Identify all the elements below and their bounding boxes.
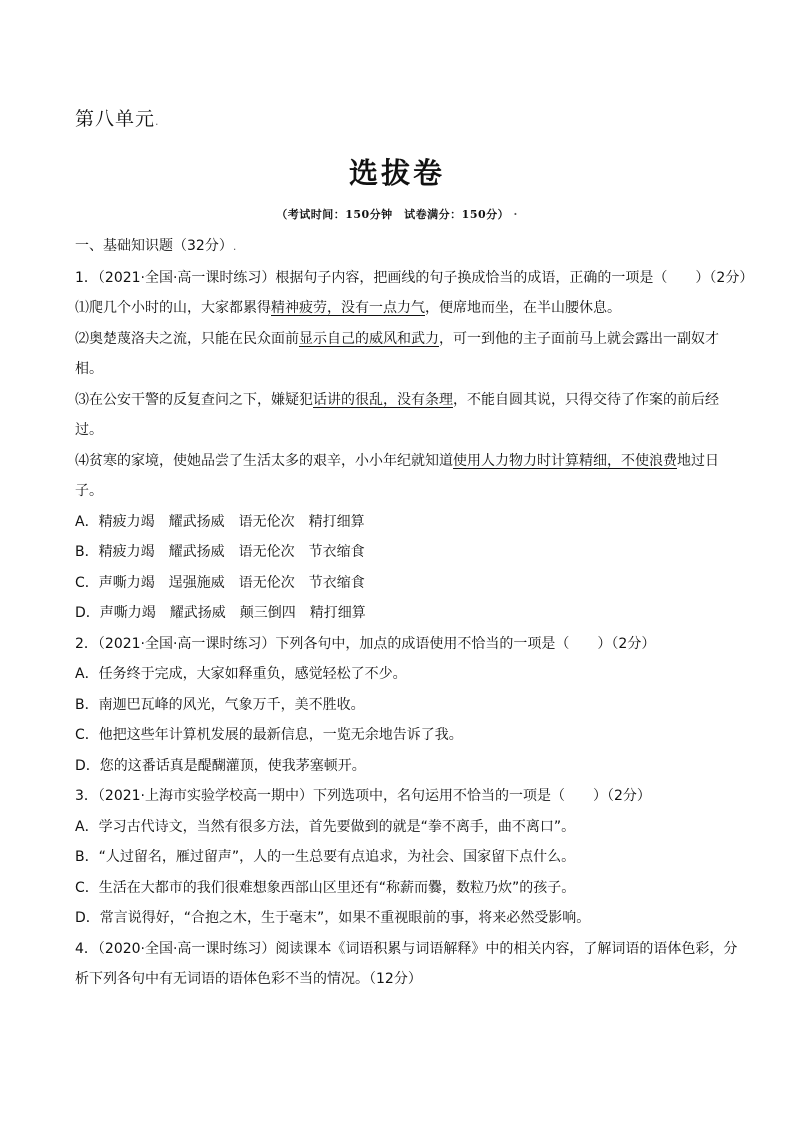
- section-heading: [75, 236, 725, 257]
- sentence-text: ⑵奥楚蔑洛夫之流，只能在民众面前: [75, 330, 299, 347]
- option-letter: A．: [75, 513, 99, 530]
- option-item: 精打细算: [308, 513, 365, 530]
- option-letter: C．: [75, 574, 99, 591]
- question-1-option-a[interactable]: [75, 512, 725, 532]
- question-2-option-d[interactable]: D．您的这番话真是醍醐灌顶，使我茅塞顿开。: [75, 757, 366, 774]
- question-3-option-d[interactable]: D．常言说得好，“合抱之木，生于毫末”，如果不重视眼前的事，将来必然受影响。: [75, 910, 591, 926]
- question-3-option-c[interactable]: C．生活在大都市的我们很难想象西部山区里还有“称薪而爨，数粒乃炊”的孩子。: [75, 879, 576, 896]
- question-1-sentence-2: [75, 329, 725, 349]
- sentence-text: ⑶在公安干警的反复查问之下，嫌疑犯: [75, 391, 313, 408]
- option-item: 语无伦次: [238, 574, 295, 591]
- question-1-sentence-3: [75, 390, 725, 410]
- question-3-stem: 3．（2021·上海市实验学校高一期中）下列选项中，名句运用不恰当的一项是（ ）（2分）: [75, 788, 651, 804]
- option-item: 耀武扬威: [168, 513, 225, 530]
- question-1-option-c[interactable]: [75, 573, 725, 593]
- question-1-sentence-4: [75, 451, 725, 471]
- question-3-option-a[interactable]: A．学习古代诗文，当然有很多方法，首先要做到的就是“拳不离手，曲不离口”。: [75, 818, 576, 835]
- underlined-phrase: 使用人力物力时计算精细，不使浪费: [453, 452, 677, 469]
- sentence-text: ⑴爬几个小时的山，大家都累得: [75, 300, 271, 316]
- exam-info: [0, 206, 794, 222]
- question-1-sentence-4-cont: 子。: [75, 483, 103, 499]
- question-3-option-b[interactable]: B．“人过留名，雁过留声”，人的一生总要有点追求，为社会、国家留下点什么。: [75, 849, 576, 865]
- option-item: 精疲力竭: [98, 544, 155, 560]
- paragraph-mark-icon: ·: [509, 208, 518, 221]
- paragraph-mark-icon: .: [155, 115, 160, 128]
- question-4-stem-cont: 析下列各句中有无词语的语体色彩不当的情况。（12分）: [75, 971, 422, 987]
- option-item: 节衣缩食: [308, 574, 365, 591]
- section-heading-text: 一、基础知识题（32分）: [75, 238, 233, 254]
- question-1-sentence-3-cont: 过。: [75, 422, 103, 438]
- option-item: 耀武扬威: [168, 544, 225, 560]
- option-letter: B．: [75, 544, 99, 560]
- question-2-option-c[interactable]: C．他把这些年计算机发展的最新信息，一览无余地告诉了我。: [75, 727, 463, 743]
- sentence-text: ，便席地而坐，在半山腰休息。: [425, 300, 621, 316]
- question-4-stem: 4．（2020·全国·高一课时练习）阅读课本《词语积累与词语解释》中的相关内容，了解词语的语体色彩，分: [75, 940, 738, 957]
- paragraph-mark-icon: .: [232, 240, 237, 253]
- option-item: 声嘶力竭: [98, 574, 155, 591]
- option-item: 颠三倒四: [239, 605, 296, 621]
- question-2-stem: 2．（2021·全国·高一课时练习）下列各句中，加点的成语使用不恰当的一项是（ ）（2分）: [75, 635, 656, 652]
- unit-title-text: 第八单元: [75, 108, 156, 130]
- unit-title: [75, 104, 160, 131]
- option-item: 声嘶力竭: [99, 605, 156, 621]
- option-item: 逞强施威: [168, 574, 225, 591]
- question-1-sentence-1: [75, 298, 725, 318]
- underlined-phrase: 显示自己的威风和武力: [299, 330, 439, 347]
- option-letter: D．: [75, 605, 100, 621]
- exam-info-text: （考试时间：150分钟 试卷满分：150分）: [276, 208, 510, 221]
- sentence-text: ⑷贫寒的家境，使她品尝了生活太多的艰辛，小小年纪就知道: [75, 452, 453, 469]
- option-item: 精疲力竭: [98, 513, 155, 530]
- option-item: 耀武扬威: [169, 605, 226, 621]
- sentence-text: ，可一到他的主子面前马上就会露出一副奴才: [439, 330, 719, 347]
- option-item: 精打细算: [309, 605, 366, 621]
- option-item: 节衣缩食: [308, 544, 365, 560]
- question-1-sentence-2-cont: 相。: [75, 361, 103, 377]
- sentence-text: 地过日: [677, 452, 719, 469]
- question-1-stem: 1．（2021·全国·高一课时练习）根据句子内容，把画线的句子换成恰当的成语，正确的一项是（ ）（2分）: [75, 269, 754, 286]
- question-1-option-d[interactable]: [75, 603, 725, 623]
- sentence-text: ，不能自圆其说，只得交待了作案的前后经: [453, 391, 719, 408]
- option-item: 语无伦次: [238, 513, 295, 530]
- page-title: 选拔卷: [348, 156, 445, 190]
- exam-content: [75, 236, 754, 1000]
- question-1-option-b[interactable]: [75, 542, 725, 562]
- question-2-option-b[interactable]: B．南迦巴瓦峰的风光，气象万千，美不胜收。: [75, 696, 365, 713]
- underlined-phrase: 精神疲劳，没有一点力气: [271, 300, 425, 316]
- option-item: 语无伦次: [238, 544, 295, 560]
- question-2-option-a[interactable]: A．任务终于完成，大家如释重负，感觉轻松了不少。: [75, 666, 407, 682]
- underlined-phrase: 话讲的很乱，没有条理: [313, 391, 453, 408]
